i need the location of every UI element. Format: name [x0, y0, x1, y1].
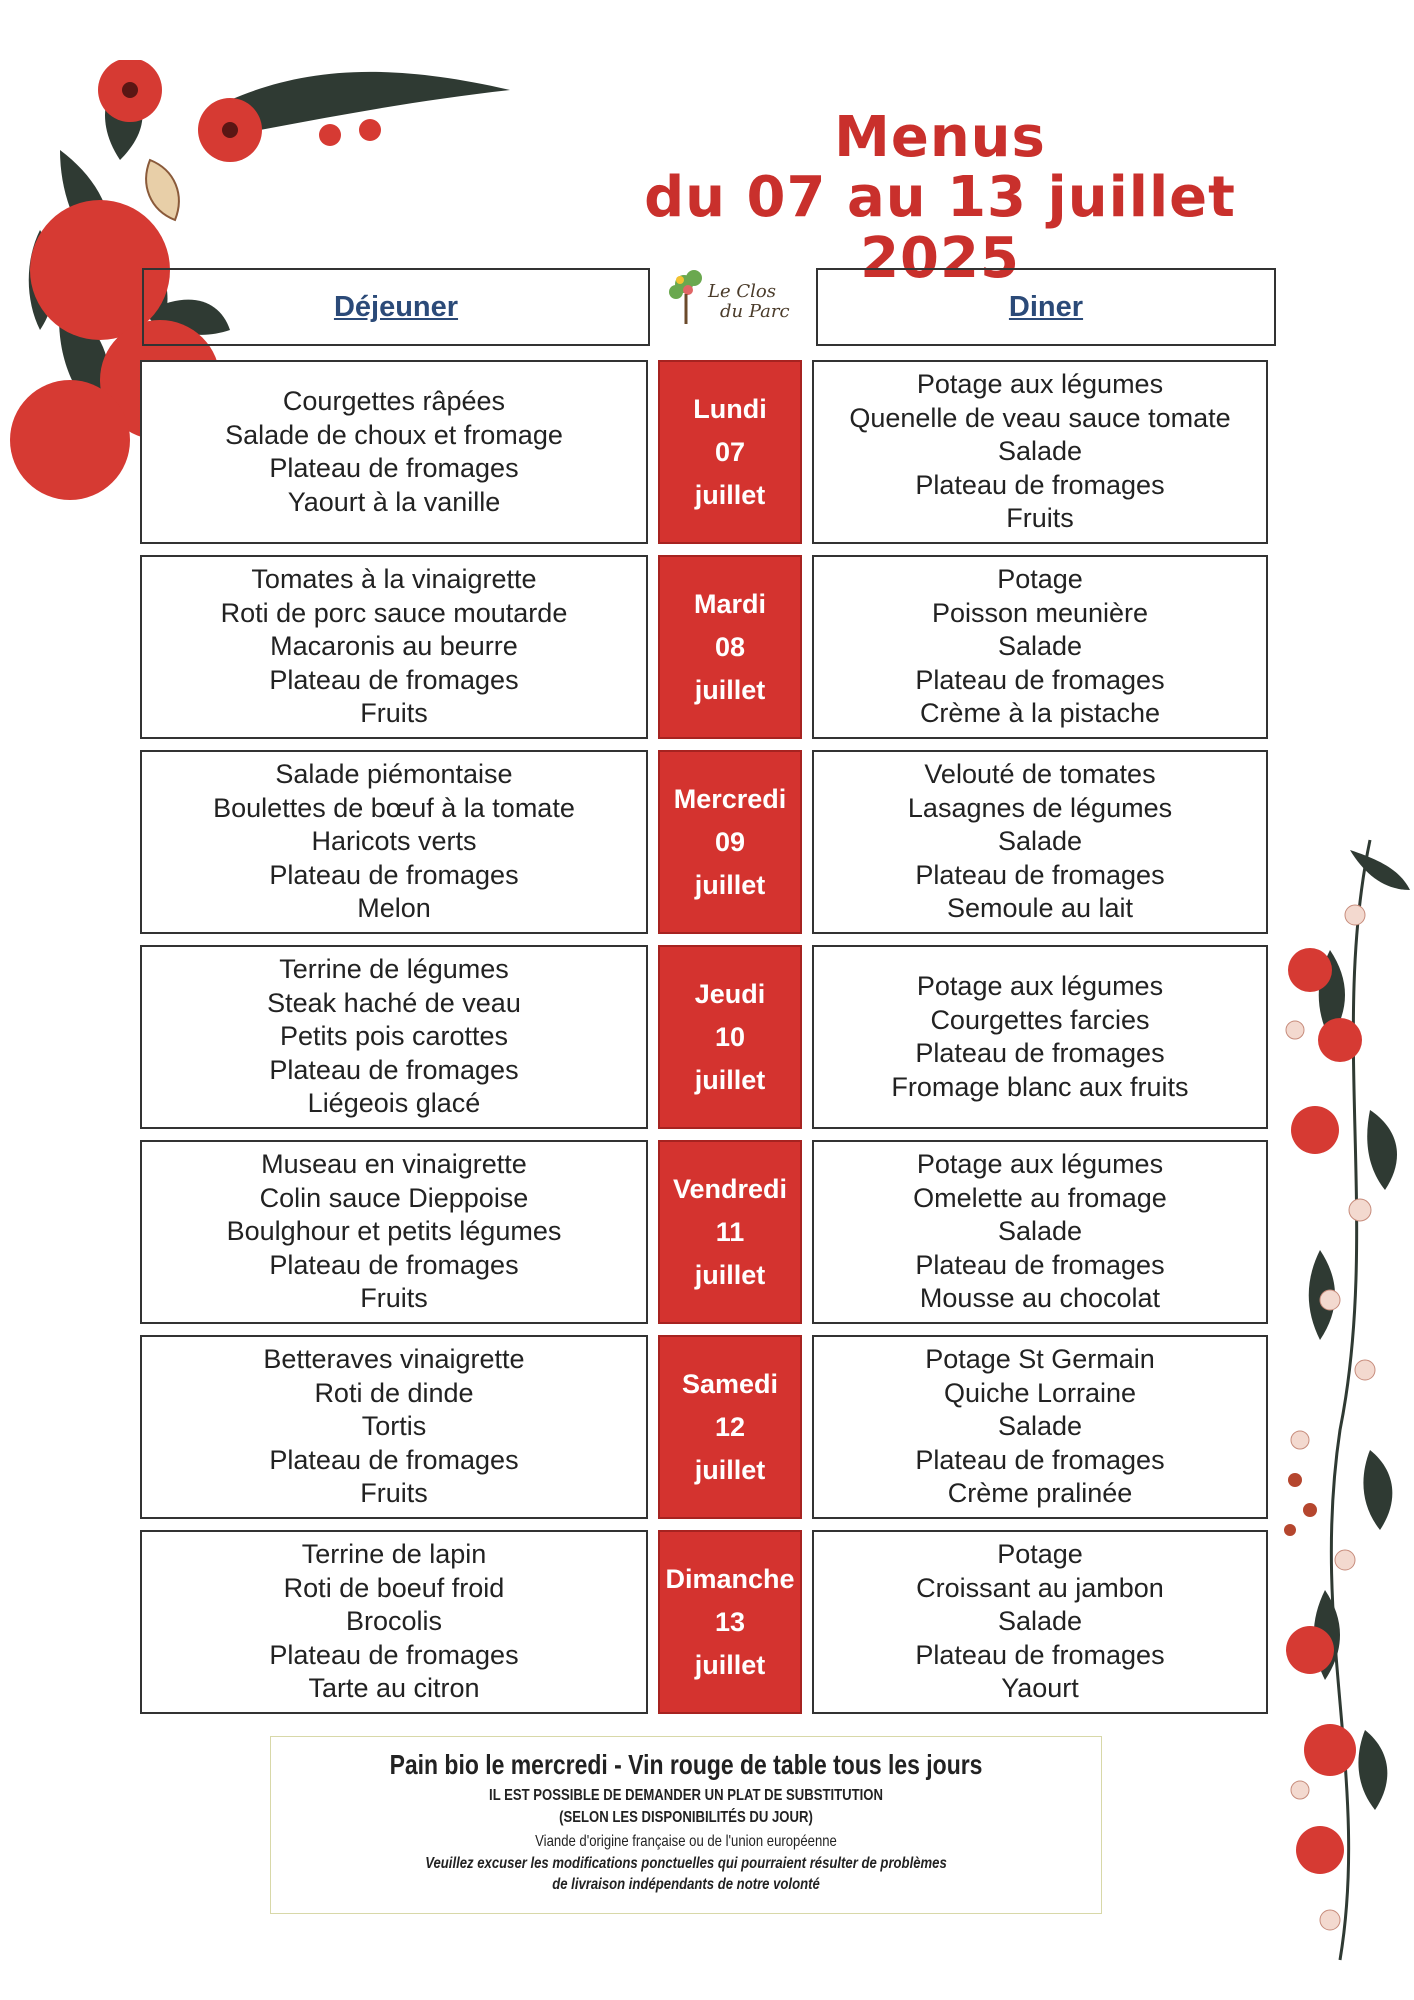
day-number: 13	[714, 1606, 746, 1637]
day-label	[658, 555, 802, 739]
dinner-menu	[812, 1530, 1268, 1714]
menu-item: Salade	[997, 436, 1083, 467]
lunch-menu	[140, 1140, 648, 1324]
day-month: juillet	[694, 869, 766, 900]
dinner-menu	[812, 945, 1268, 1129]
day-row-5	[0, 1140, 1414, 1324]
day-name: Jeudi	[694, 978, 766, 1009]
day-number: 12	[714, 1411, 746, 1442]
day-number: 10	[714, 1021, 746, 1052]
day-month: juillet	[694, 674, 766, 705]
menu-item: Omelette au fromage	[913, 1182, 1167, 1213]
menu-item: Salade	[997, 631, 1083, 662]
day-name: Samedi	[681, 1368, 779, 1399]
menu-item: Poisson meunière	[931, 597, 1149, 628]
day-name: Vendredi	[672, 1173, 788, 1204]
dinner-menu	[812, 750, 1268, 934]
menu-item: Velouté de tomates	[924, 759, 1156, 790]
day-label	[658, 1335, 802, 1519]
menu-item: Mousse au chocolat	[919, 1283, 1161, 1314]
day-row-1	[0, 360, 1414, 544]
footer-note	[270, 1736, 1102, 1914]
footer-line-2: IL EST POSSIBLE DE DEMANDER UN PLAT DE SUBSTITUTION	[489, 1787, 883, 1804]
lunch-header-label: Déjeuner	[333, 290, 459, 323]
menu-item: Tomates à la vinaigrette	[251, 564, 537, 595]
menu-item: Potage	[997, 564, 1083, 595]
menu-item: Plateau de fromages	[269, 859, 519, 890]
menu-item: Fruits	[360, 1283, 428, 1314]
menu-item: Crème à la pistache	[919, 698, 1161, 729]
footer-line-6: de livraison indépendants de notre volonté	[552, 1876, 820, 1893]
lunch-header	[142, 268, 650, 346]
menu-item: Roti de porc sauce moutarde	[220, 597, 568, 628]
day-row-4	[0, 945, 1414, 1129]
logo-line-1: Le Clos	[708, 281, 776, 302]
menu-item: Boulettes de bœuf à la tomate	[213, 792, 575, 823]
menu-item: Courgettes râpées	[282, 386, 506, 416]
dinner-menu	[812, 360, 1268, 544]
menu-item: Colin sauce Dieppoise	[259, 1182, 529, 1213]
day-month: juillet	[694, 1259, 766, 1290]
menu-item: Melon	[357, 893, 431, 924]
day-number: 08	[714, 631, 746, 662]
day-name: Lundi	[693, 393, 767, 424]
menu-item: Potage aux légumes	[916, 369, 1164, 400]
footer-line-1: Pain bio le mercredi - Vin rouge de table tous les jours	[389, 1749, 983, 1780]
menu-item: Yaourt	[1001, 1673, 1079, 1704]
menu-item: Plateau de fromages	[915, 469, 1165, 500]
menu-item: Plateau de fromages	[269, 1249, 519, 1280]
menu-item: Terrine de légumes	[279, 954, 509, 985]
menu-item: Salade	[997, 1411, 1083, 1442]
day-month: juillet	[694, 1649, 766, 1680]
menu-item: Salade	[997, 826, 1083, 857]
menu-item: Croissant au jambon	[916, 1572, 1164, 1603]
menu-item: Plateau de fromages	[915, 1444, 1165, 1475]
menu-item: Crème pralinée	[947, 1478, 1133, 1509]
menu-item: Tortis	[361, 1411, 427, 1442]
day-label	[658, 945, 802, 1129]
menu-item: Courgettes farcies	[930, 1004, 1150, 1035]
dinner-menu	[812, 1335, 1268, 1519]
menu-item: Plateau de fromages	[269, 1639, 519, 1670]
menu-item: Salade piémontaise	[275, 759, 513, 790]
menu-item: Haricots verts	[311, 826, 477, 857]
footer-line-3: (SELON LES DISPONIBILITÉS DU JOUR)	[559, 1809, 813, 1826]
menu-item: Quenelle de veau sauce tomate	[849, 402, 1231, 433]
menu-item: Macaronis au beurre	[270, 631, 518, 662]
day-row-2	[0, 555, 1414, 739]
menu-item: Roti de dinde	[314, 1377, 474, 1408]
day-number: 09	[714, 826, 746, 857]
title-line-1: Menus	[834, 105, 1046, 170]
menu-item: Semoule au lait	[946, 893, 1134, 924]
dinner-menu	[812, 1140, 1268, 1324]
menu-item: Petits pois carottes	[279, 1021, 509, 1052]
day-name: Mardi	[693, 588, 766, 619]
lunch-menu	[140, 1530, 648, 1714]
menu-item: Plateau de fromages	[915, 1249, 1165, 1280]
day-name: Mercredi	[673, 783, 787, 814]
title-line-2: du 07 au 13 juillet 2025	[644, 165, 1236, 291]
menu-item: Fruits	[1006, 503, 1074, 534]
footer-line-4: Viande d'origine française ou de l'union européenne	[535, 1833, 837, 1850]
day-number: 11	[715, 1216, 745, 1247]
menu-item: Terrine de lapin	[301, 1539, 487, 1570]
menu-item: Plateau de fromages	[269, 1444, 519, 1475]
dinner-menu	[812, 555, 1268, 739]
menu-item: Quiche Lorraine	[943, 1377, 1137, 1408]
menu-item: Potage St Germain	[925, 1344, 1155, 1375]
menu-item: Lasagnes de légumes	[907, 792, 1173, 823]
menu-item: Salade de choux et fromage	[225, 419, 563, 450]
logo	[660, 264, 810, 348]
menu-item: Plateau de fromages	[915, 859, 1165, 890]
day-label	[658, 360, 802, 544]
menu-item: Tarte au citron	[308, 1673, 480, 1704]
day-label	[658, 1530, 802, 1714]
menu-item: Boulghour et petits légumes	[226, 1216, 562, 1247]
menu-item: Yaourt à la vanille	[287, 486, 501, 517]
menu-title	[600, 105, 1280, 291]
menu-item: Plateau de fromages	[915, 1639, 1165, 1670]
day-row-3	[0, 750, 1414, 934]
lunch-menu	[140, 750, 648, 934]
dinner-header-label: Diner	[1008, 290, 1084, 323]
menu-item: Fromage blanc aux fruits	[891, 1071, 1189, 1102]
menu-item: Museau en vinaigrette	[261, 1149, 527, 1180]
day-month: juillet	[694, 479, 766, 510]
day-name: Dimanche	[665, 1563, 795, 1594]
menu-item: Betteraves vinaigrette	[263, 1344, 525, 1375]
menu-item: Plateau de fromages	[269, 453, 519, 483]
menu-item: Roti de boeuf froid	[283, 1572, 505, 1603]
menu-item: Brocolis	[345, 1606, 443, 1637]
day-month: juillet	[694, 1454, 766, 1485]
day-row-7	[0, 1530, 1414, 1714]
lunch-menu	[140, 360, 648, 544]
menu-item: Plateau de fromages	[269, 1054, 519, 1085]
day-number: 07	[714, 436, 746, 467]
lunch-menu	[140, 945, 648, 1129]
menu-item: Potage	[997, 1539, 1083, 1570]
menu-item: Fruits	[360, 1478, 428, 1509]
logo-line-2: du Parc	[720, 301, 790, 322]
menu-item: Salade	[997, 1216, 1083, 1247]
day-label	[658, 750, 802, 934]
menu-item: Plateau de fromages	[915, 664, 1165, 695]
day-month: juillet	[694, 1064, 766, 1095]
menu-item: Salade	[997, 1606, 1083, 1637]
menu-item: Potage aux légumes	[916, 971, 1164, 1001]
footer-line-5: Veuillez excuser les modifications ponctuelles qui pourraient résulter de problèmes	[425, 1855, 947, 1872]
menu-item: Plateau de fromages	[915, 1038, 1165, 1068]
menu-item: Plateau de fromages	[269, 664, 519, 695]
menu-item: Liégeois glacé	[307, 1088, 481, 1119]
menu-item: Fruits	[360, 698, 428, 729]
menu-item: Potage aux légumes	[916, 1149, 1164, 1180]
day-label	[658, 1140, 802, 1324]
dinner-header	[816, 268, 1276, 346]
lunch-menu	[140, 555, 648, 739]
lunch-menu	[140, 1335, 648, 1519]
day-row-6	[0, 1335, 1414, 1519]
menu-item: Steak haché de veau	[267, 987, 521, 1018]
